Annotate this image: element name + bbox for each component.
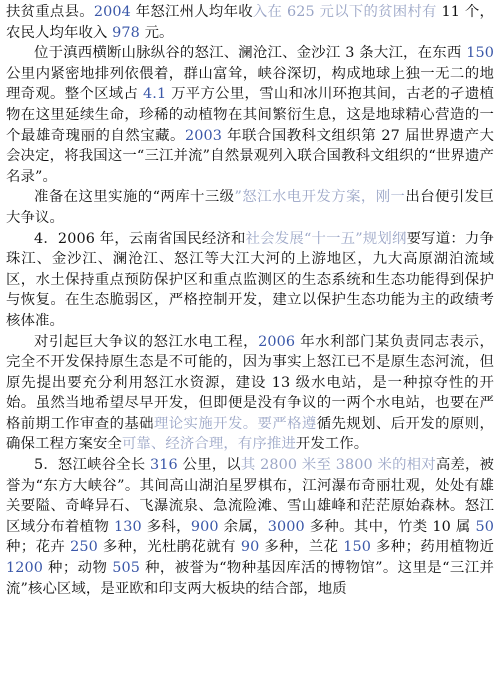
text-run: 150 bbox=[343, 539, 372, 556]
text-run: 出台便引发巨大争议。 bbox=[6, 189, 494, 226]
text-run: 1200 bbox=[6, 560, 44, 577]
text-run: 130 bbox=[114, 518, 142, 535]
paragraph-nujiang-gorge bbox=[6, 455, 494, 599]
text-run: 5．怒江峡谷全长 bbox=[34, 457, 151, 474]
paragraph-poverty-county bbox=[6, 2, 494, 43]
text-run: 多种；药用植物近 bbox=[371, 539, 494, 556]
paragraph-three-rivers bbox=[6, 43, 494, 187]
text-run: 循先规划、后开发的原则，确保工程方案安全 bbox=[6, 415, 494, 453]
text-run: 对引起巨大争议的怒江水电工程， bbox=[34, 333, 259, 350]
text-run: 高差，被誉为“东方大峡谷”。其间高山湖泊星罗棋布，江河瀑布奇丽壮观，处处有雄关要隘、奇峰异石、飞瀑流泉、急流险滩、雪山雄峰和茫茫原始森林。怒江区域分布着植物 bbox=[6, 457, 494, 535]
document-page bbox=[6, 2, 494, 692]
text-run: 开发工作。 bbox=[295, 436, 369, 453]
text-run: 准备在这里实施的“两库十三级 bbox=[34, 189, 235, 206]
text-run: 种；花卉 bbox=[6, 539, 71, 556]
text-run: 种，被誉为“物种基因库活的博物馆”。这里是“三江并流”核心区域，是亚欧和印支两大板块的结合部，地质 bbox=[6, 560, 494, 597]
text-run: 4．2006 年，云南省国民经济和 bbox=[34, 230, 246, 247]
text-run: 公里内紧密地排列依偎着，群山富耸，峡谷深切，构成地球上独一无二的地理奇观。整个区域占 bbox=[6, 65, 494, 103]
text-run: ”怒江水电开发方案，刚一 bbox=[234, 189, 406, 206]
text-run: 入在 625 元以下的贫困村有 bbox=[252, 4, 437, 20]
text-run: 公里，以 bbox=[177, 457, 241, 474]
text-run: 理论实施开发。要严格遵 bbox=[153, 415, 317, 432]
paragraph-water-ministry bbox=[6, 332, 494, 456]
text-run: 150 bbox=[466, 45, 494, 62]
text-run: 多科， bbox=[141, 518, 191, 535]
text-run: 种；动物 bbox=[43, 560, 113, 577]
text-run: 11 个，农民人均年收入 bbox=[6, 4, 494, 41]
text-run: 年联合国教科文组织第 27 届世界遗产大会决定，将我国这一“三江并流”自然景观列入联合国教科文组织的“世界遗产名录”。 bbox=[6, 127, 494, 185]
text-run: 978 bbox=[112, 24, 140, 41]
text-run: 位于滇西横断山脉纵谷的怒江、澜沧江、金沙江 3 条大江，在东西 bbox=[34, 45, 467, 62]
text-run: 年水利部门某负责同志表示，完全不开发保持原生态是不可能的，因为事实上怒江已不是原生态河流，但原先提出要充分利用怒江水资源，建设 13 级水电站，是一种掠夺性的开始。虽然当地希望尽早开发，但即便是没有争议的一两个水电站，也要在严格前期工作审查的基础 bbox=[6, 333, 494, 432]
paragraph-hydropower-plan bbox=[6, 187, 494, 228]
text-run: 90 bbox=[240, 539, 260, 556]
text-run: 元。 bbox=[139, 24, 174, 41]
text-run: 要写道：力争珠江、金沙江、澜沧江、怒江等大江大河的上游地区，九大高原湖泊流域区，水土保持重点预防保护区和重点监测区的生态系统和生态功能得到保护与恢复。在生态脆弱区，严格控制开发，建立以保护生态功能为主的政绩考核体准。 bbox=[6, 230, 494, 329]
text-run: 可靠、经济合理，有序推进 bbox=[121, 436, 296, 453]
text-run: 万平方公里，雪山和冰川环抱其间，古老的孑遗植物在这里延续生命，珍稀的动植物在其间繁衍生息，这是地球精心营造的一个最雄奇瑰丽的自然宝藏。 bbox=[6, 86, 494, 144]
document-body bbox=[6, 2, 494, 599]
text-run: 多种，兰花 bbox=[259, 539, 344, 556]
text-run: 扶贫重点县。 bbox=[6, 4, 94, 20]
text-run: 2003 bbox=[184, 127, 222, 144]
text-run: 505 bbox=[112, 560, 141, 577]
text-run: 250 bbox=[70, 539, 98, 556]
text-run: 3000 bbox=[267, 518, 305, 535]
text-run: 2006 bbox=[258, 333, 296, 350]
text-run: 余属， bbox=[218, 518, 268, 535]
text-run: 社会发展“十一五”规划纲 bbox=[245, 230, 407, 247]
text-run: 其 2800 米至 3800 米的相对 bbox=[240, 457, 436, 474]
text-run: 年怒江州人均年收 bbox=[130, 4, 253, 20]
text-run: 2004 bbox=[93, 4, 131, 20]
text-run: 多种。其中，竹类 10 属 bbox=[304, 518, 476, 535]
paragraph-five-year-plan bbox=[6, 229, 494, 332]
text-run: 316 bbox=[150, 457, 178, 474]
text-run: 900 bbox=[190, 518, 219, 535]
text-run: 多种，光杜鹃花就有 bbox=[97, 539, 241, 556]
text-run: 4.1 bbox=[143, 86, 167, 103]
text-run: 50 bbox=[475, 518, 494, 535]
